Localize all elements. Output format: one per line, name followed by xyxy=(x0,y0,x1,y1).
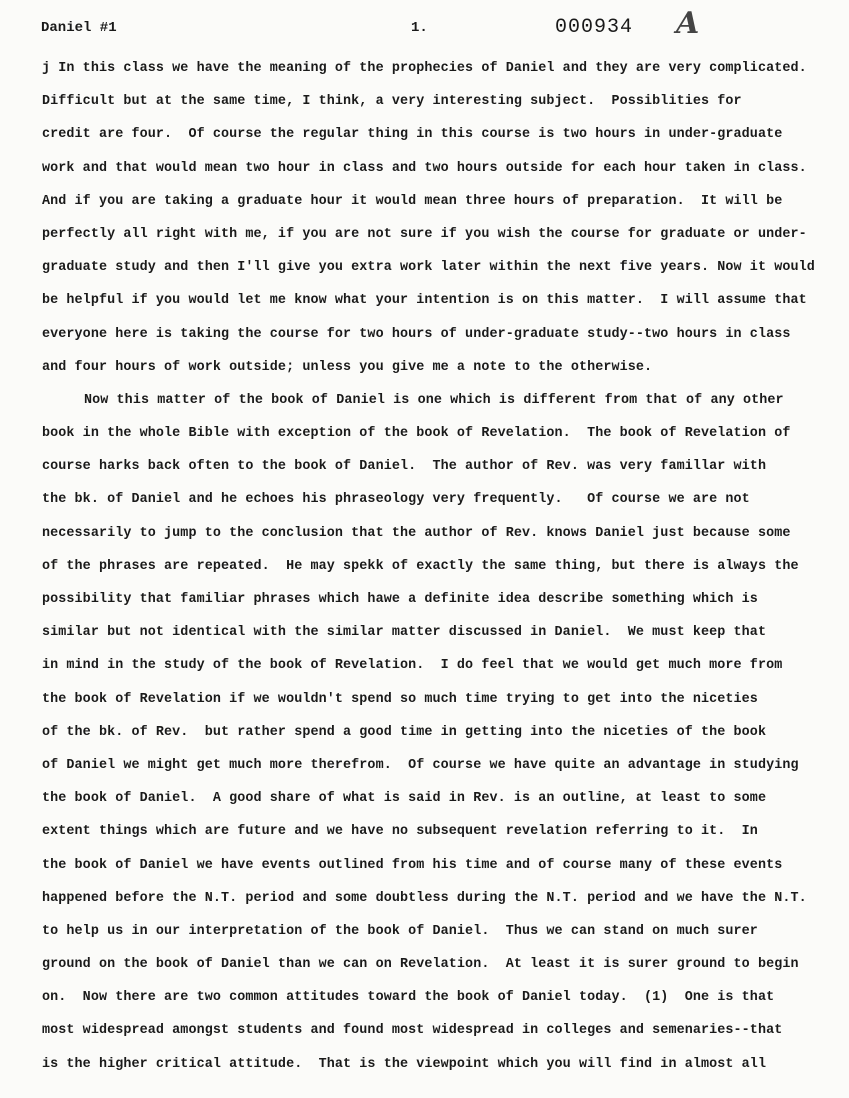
archive-stamp: 000934 xyxy=(555,16,634,39)
text-line: j In this class we have the meaning of the prophecies of Daniel and they are very complicated. xyxy=(42,61,807,76)
text-line: on. Now there are two common attitudes toward the book of Daniel today. (1) One is that xyxy=(42,990,775,1006)
text-line: graduate study and then I'll give you extra work later within the next five years. Now it would xyxy=(42,260,815,276)
text-line: happened before the N.T. period and some doubtless during the N.T. period and we have the N.T. xyxy=(42,890,807,906)
handwritten-mark: A xyxy=(676,6,700,41)
text-line: possibility that familiar phrases which hawe a definite idea describe something which is xyxy=(42,592,758,607)
text-line: ground on the book of Daniel than we can on Revelation. At least it is surer ground to begin xyxy=(42,957,799,973)
text-line: to help us in our interpretation of the book of Daniel. Thus we can stand on much surer xyxy=(42,923,758,939)
text-line: in mind in the study of the book of Revelation. I do feel that we would get much more from xyxy=(42,658,783,674)
text-line: And if you are taking a graduate hour it would mean three hours of preparation. It will be xyxy=(42,193,783,209)
text-line: is the higher critical attitude. That is the viewpoint which you will find in almost all xyxy=(42,1056,767,1072)
text-line: book in the whole Bible with exception of the book of Revelation. The book of Revelation of xyxy=(42,426,791,442)
text-line: the bk. of Daniel and he echoes his phraseology very frequently. Of course we are not xyxy=(42,492,750,508)
paragraph-start-line: Now this matter of the book of Daniel is one which is different from that of any other xyxy=(84,392,784,408)
text-line: the book of Daniel we have events outlined from his time and of course many of these events xyxy=(42,857,783,873)
text-line: the book of Daniel. A good share of what is said in Rev. is an outline, at least to some xyxy=(42,791,767,807)
body-text xyxy=(42,52,842,1081)
text-line: perfectly all right with me, if you are not sure if you wish the course for graduate or under- xyxy=(42,226,807,242)
text-line: of Daniel we might get much more therefrom. Of course we have quite an advantage in studying xyxy=(42,757,799,773)
text-line: course harks back often to the book of Daniel. The author of Rev. was very famillar with xyxy=(42,459,767,475)
text-line: be helpful if you would let me know what your intention is on this matter. I will assume that xyxy=(42,293,807,309)
text-line: Difficult but at the same time, I think, a very interesting subject. Possiblities for xyxy=(42,94,742,110)
header-title: Daniel #1 xyxy=(41,20,117,36)
text-line: everyone here is taking the course for two hours of under-graduate study--two hours in class xyxy=(42,326,791,342)
text-line: extent things which are future and we have no subsequent revelation referring to it. In xyxy=(42,824,758,840)
text-line: work and that would mean two hour in class and two hours outside for each hour taken in class. xyxy=(42,160,807,176)
text-line: credit are four. Of course the regular thing in this course is two hours in under-graduate xyxy=(42,127,783,143)
text-line: and four hours of work outside; unless you give me a note to the otherwise. xyxy=(42,359,653,375)
text-line: similar but not identical with the similar matter discussed in Daniel. We must keep that xyxy=(42,625,767,641)
text-line: necessarily to jump to the conclusion that the author of Rev. knows Daniel just because some xyxy=(42,525,791,541)
text-line: of the phrases are repeated. He may spekk of exactly the same thing, but there is always the xyxy=(42,558,799,574)
page-number: 1. xyxy=(411,20,428,36)
text-line: the book of Revelation if we wouldn't spend so much time trying to get into the niceties xyxy=(42,691,758,707)
text-line: most widespread amongst students and found most widespread in colleges and semenaries--that xyxy=(42,1023,783,1039)
text-line: of the bk. of Rev. but rather spend a good time in getting into the niceties of the book xyxy=(42,724,767,740)
